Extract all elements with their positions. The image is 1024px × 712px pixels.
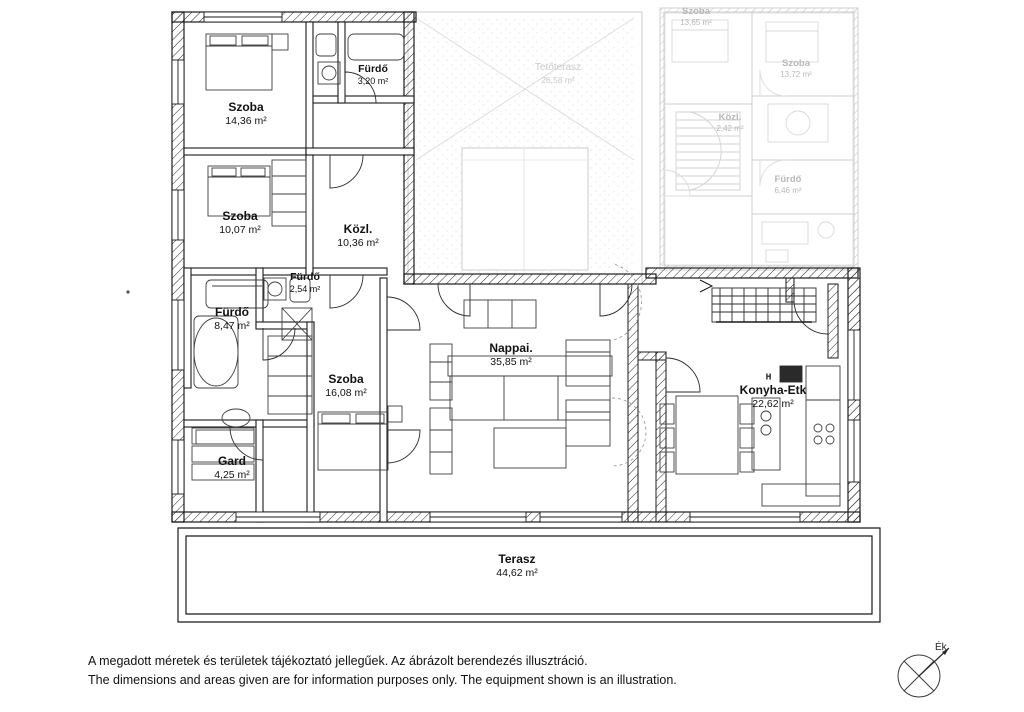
room-name: Közl. [343, 222, 373, 236]
room-name: Tetőterasz [534, 62, 582, 73]
room-area: 2,54 m² [289, 284, 321, 295]
room-name: Nappai. [489, 341, 533, 355]
neighbour-apartment-ghost [660, 8, 858, 270]
room-area: 22,62 m² [752, 398, 794, 410]
entry-staircase [700, 280, 816, 322]
roof-terrace-area [408, 12, 642, 284]
internal-walls [184, 22, 414, 522]
room-area: 2,42 m² [716, 123, 744, 133]
room-area: 13,65 m² [680, 17, 712, 27]
room-area: 8,47 m² [214, 320, 250, 332]
room-area: 10,36 m² [337, 237, 379, 249]
compass-rose [893, 640, 963, 702]
room-name: Fürdő [290, 271, 320, 283]
room-name: Terasz [498, 552, 536, 566]
room-area: 3,20 m² [357, 76, 389, 87]
svg-text:H: H [766, 374, 772, 381]
room-area: 13,72 m² [780, 69, 812, 79]
room-name: Fürdő [215, 305, 249, 319]
room-area: 4,25 m² [214, 469, 250, 481]
room-area: 16,08 m² [325, 387, 367, 399]
room-name: Konyha-Etk [739, 383, 807, 397]
room-name: Fürdő [774, 174, 802, 185]
room-name: Szoba [222, 209, 258, 223]
room-area: 35,85 m² [490, 356, 532, 368]
room-name: Közl. [718, 112, 742, 123]
room-area: 44,62 m² [496, 567, 538, 579]
disclaimer-line-en: The dimensions and areas given are for information purposes only. The equipment shown is an illustration. [88, 673, 677, 688]
room-area: 26,58 m² [541, 74, 575, 85]
furniture-kitchen-dining [660, 366, 840, 506]
room-name: Szoba [328, 372, 364, 386]
room-name: Szoba [782, 58, 810, 69]
room-name: Fürdő [358, 63, 388, 75]
room-area: 6,46 m² [774, 185, 802, 195]
disclaimer-text [88, 652, 868, 691]
furniture-living-room [430, 264, 646, 474]
room-name: Szoba [682, 6, 710, 17]
terrace-outline [178, 528, 880, 622]
disclaimer-line-hu: A megadott méretek és területek tájékoztató jellegűek. Az ábrázolt berendezés illusztráció. [88, 654, 588, 668]
ghost-staircase [676, 112, 740, 190]
room-area: 10,07 m² [219, 224, 261, 236]
room-name: Gard [217, 454, 246, 468]
room-area: 14,36 m² [225, 115, 267, 127]
compass-north-label: Ék [935, 642, 947, 653]
room-name: Szoba [228, 100, 264, 114]
plan-marker-dot [126, 290, 129, 293]
